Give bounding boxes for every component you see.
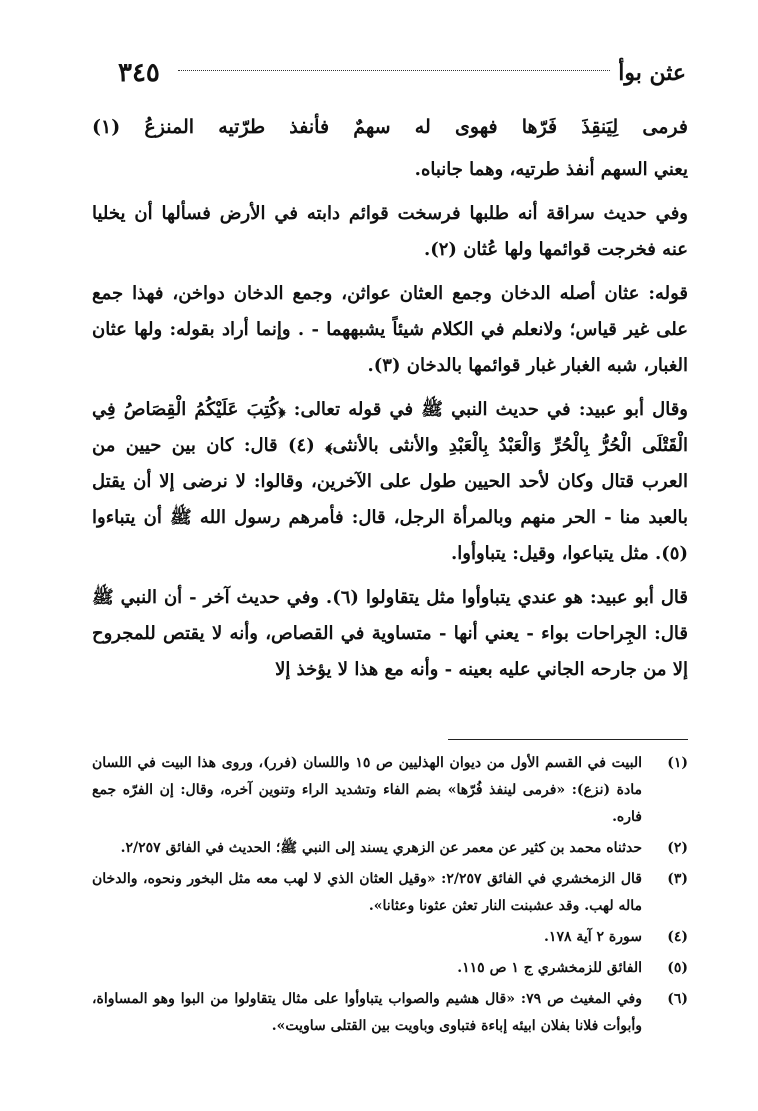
footnote (92, 750, 688, 831)
paragraph: وقال أبو عبيد: في حديث النبي ﷺ في قوله تعالى: ﴿كُتِبَ عَلَيْكُمُ الْقِصَاصُ فِي الْقَتْلَى الْحُرُّ بِالْحُرِّ وَالْعَبْدُ بِالْعَبْدِ والأنثى بالأنثى﴾ (٤) قال: كان بين حيين من العرب قتال وكان لأحد الحيين طول على الآخرين، وقالوا: لا نرضى إلا أن يقتل بالعبد منا - الحر منهم وبالمرأة الرجل، قال: فأمرهم رسول الله ﷺ أن يتباءوا (٥). مثل يتباعوا، وقيل: يتباوأوا. (92, 399, 688, 564)
footnote-text: الفائق للزمخشري ج ١ ص ١١٥. (457, 960, 642, 976)
paragraph: قال أبو عبيد: هو عندي يتباوأوا مثل يتقاولوا (٦). وفي حديث آخر - أن النبي ﷺ قال: الجِراحات بواء - يعني أنها - متساوية في القصاص، وأنه لا يقتص للمجروح إلا من جارحه الجاني عليه بعينه - وأنه مع هذا لا يؤخذ إلا (92, 587, 688, 680)
footnote-text: البيت في القسم الأول من ديوان الهذليين ص ١٥ واللسان (فرر)، وروى هذا البيت في اللسان مادة (نزع): «فرمى لينفذ فُرّها» بضم الفاء وتشديد الراء وتنوين آخره، وقال: إن الفرّه جمع فاره. (92, 755, 642, 825)
footnote-number: (١) (667, 755, 688, 771)
footnote (92, 835, 688, 862)
paragraph: يعني السهم أنفذ طرتيه، وهما جانباه. (414, 159, 688, 180)
footnote-number: (٤) (667, 929, 688, 945)
running-title: عثن بوأ (618, 60, 686, 86)
header-dotted-rule (178, 70, 610, 71)
poetry-verse: فرمى لِيَنقِذَ فَرّها فهوى له سهمٌ فأنفذ طرّتيه المنزعُ (١) (92, 116, 688, 138)
page-header (118, 52, 686, 92)
footnote (92, 866, 688, 920)
main-text (92, 108, 688, 696)
footnote-number: (٣) (667, 871, 688, 887)
footnote-text: قال الزمخشري في الفائق ٢/٢٥٧: «وقيل العثان الذي لا لهب معه مثل البخور ونحوه، والدخان ماله لهب. وقد عشبنت النار تعثن عثونا وعثانا». (92, 871, 642, 914)
footnote-text: حدثناه محمد بن كثير عن معمر عن الزهري يسند إلى النبي ﷺ؛ الحديث في الفائق ٢/٢٥٧. (120, 840, 642, 856)
footnote-number: (٦) (667, 991, 688, 1007)
footnote-number: (٢) (667, 840, 688, 856)
footnote-text: سورة ٢ آية ١٧٨. (544, 929, 642, 945)
paragraph: قوله: عثان أصله الدخان وجمع العثان عواثن، وجمع الدخان دواخن، فهذا جمع على غير قياس؛ ولانعلم في الكلام شيئاً يشبههما - . وإنما أراد بقوله: ولها عثان الغبار، شبه الغبار غبار قوائمها بالدخان (٣). (92, 283, 688, 376)
footnote (92, 955, 688, 982)
footnote-text: وفي المغيث ص ٧٩: «قال هشيم والصواب يتباوأوا على مثال يتقاولوا من البوا وهو المساواة، وأبوأت فلانا بفلان ابيئه إباءة فتباوى وباويت بين القتلى ساويت». (92, 991, 642, 1034)
page-number: ٣٤٥ (118, 58, 160, 88)
footnote (92, 924, 688, 951)
footnote-number: (٥) (667, 960, 688, 976)
footnote (92, 986, 688, 1040)
paragraph: وفي حديث سراقة أنه طلبها فرسخت قوائم دابته في الأرض فسألها أن يخليا عنه فخرجت قوائمها ولها عُثان (٢). (92, 203, 688, 260)
footnote-separator (448, 739, 688, 740)
footnotes (92, 750, 688, 1044)
